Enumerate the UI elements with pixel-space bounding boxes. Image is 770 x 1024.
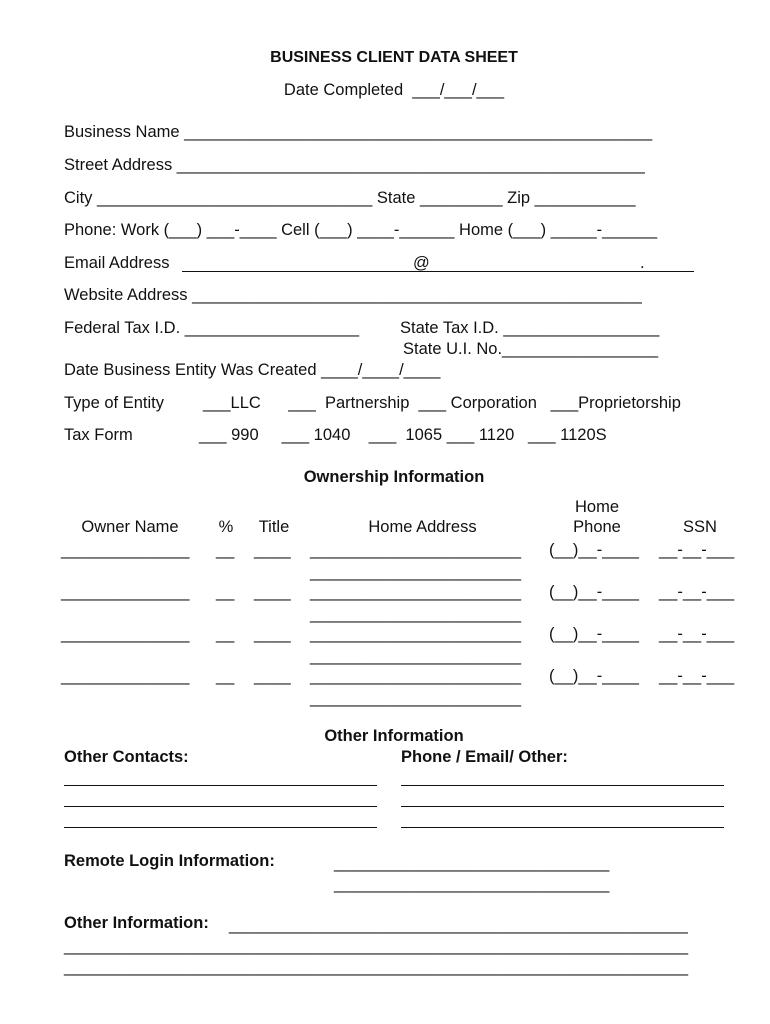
remote-login-blank[interactable]: ______________________________ <box>334 854 610 872</box>
col-home-phone-line1: Home <box>574 498 619 516</box>
owner-name-blank[interactable]: ______________ <box>61 541 190 559</box>
contact-detail-line[interactable] <box>401 785 724 786</box>
business-name-field[interactable]: Business Name ___________________________________________________ <box>64 123 653 141</box>
email-at-sign: @ <box>413 254 430 272</box>
owner-percent-blank[interactable]: __ <box>216 625 235 643</box>
state-ui-number-field[interactable]: State U.I. No._________________ <box>403 340 659 358</box>
owner-address-blank[interactable]: _______________________ <box>310 583 522 601</box>
col-home-address: Home Address <box>368 518 477 536</box>
owner-ssn-blank[interactable]: __-__-___ <box>659 583 735 601</box>
col-ssn: SSN <box>683 518 717 536</box>
street-address-field[interactable]: Street Address ___________________________________________________ <box>64 156 645 174</box>
owner-title-blank[interactable]: ____ <box>254 625 291 643</box>
owner-title-blank[interactable]: ____ <box>254 667 291 685</box>
owner-address-blank-2[interactable]: _______________________ <box>310 647 522 665</box>
remote-login-label: Remote Login Information: <box>64 852 275 870</box>
owner-address-blank-2[interactable]: _______________________ <box>310 563 522 581</box>
date-completed-field[interactable]: Date Completed ___/___/___ <box>283 81 505 99</box>
other-information-label: Other Information: <box>64 914 209 932</box>
contact-detail-line[interactable] <box>401 806 724 807</box>
owner-title-blank[interactable]: ____ <box>254 541 291 559</box>
remote-login-blank-2[interactable]: ______________________________ <box>334 875 610 893</box>
owner-percent-blank[interactable]: __ <box>216 667 235 685</box>
entity-type-options[interactable]: ___LLC ___ Partnership ___ Corporation ___Proprietorship <box>203 394 681 412</box>
phone-numbers-field[interactable]: Phone: Work (___) ___-____ Cell (___) ____-______ Home (___) _____-______ <box>64 221 658 239</box>
other-information-blank[interactable]: __________________________________________________ <box>229 916 688 934</box>
tax-form-label: Tax Form <box>64 426 133 444</box>
tax-form-options[interactable]: ___ 990 ___ 1040 ___ 1065 ___ 1120 ___ 1120S <box>199 426 607 444</box>
owner-name-blank[interactable]: ______________ <box>61 667 190 685</box>
other-contact-line[interactable] <box>64 785 377 786</box>
email-address-label: Email Address <box>64 254 170 272</box>
owner-address-blank[interactable]: _______________________ <box>310 667 522 685</box>
contact-detail-line[interactable] <box>401 827 724 828</box>
entity-type-label: Type of Entity <box>64 394 164 412</box>
col-home-phone-line2: Phone <box>573 518 621 536</box>
owner-percent-blank[interactable]: __ <box>216 583 235 601</box>
other-contact-line[interactable] <box>64 806 377 807</box>
city-state-zip-field[interactable]: City ______________________________ State _________ Zip ___________ <box>64 189 636 207</box>
col-title: Title <box>258 518 290 536</box>
phone-email-other-label: Phone / Email/ Other: <box>401 748 568 766</box>
ownership-heading: Ownership Information <box>303 468 485 486</box>
other-contacts-label: Other Contacts: <box>64 748 189 766</box>
col-percent: % <box>218 518 234 536</box>
date-entity-created-field[interactable]: Date Business Entity Was Created ____/____/____ <box>64 361 441 379</box>
other-information-line[interactable]: ____________________________________________________________________ <box>64 958 689 976</box>
owner-address-blank-2[interactable]: _______________________ <box>310 689 522 707</box>
owner-name-blank[interactable]: ______________ <box>61 625 190 643</box>
owner-ssn-blank[interactable]: __-__-___ <box>659 541 735 559</box>
owner-address-blank[interactable]: _______________________ <box>310 625 522 643</box>
other-contact-line[interactable] <box>64 827 377 828</box>
page-title: BUSINESS CLIENT DATA SHEET <box>270 49 518 66</box>
email-dot: . <box>640 254 645 272</box>
owner-address-blank[interactable]: _______________________ <box>310 541 522 559</box>
owner-phone-blank[interactable]: (__)__-____ <box>549 541 639 559</box>
owner-ssn-blank[interactable]: __-__-___ <box>659 667 735 685</box>
other-info-heading: Other Information <box>324 727 464 745</box>
state-tax-id-field[interactable]: State Tax I.D. _________________ <box>400 319 660 337</box>
owner-ssn-blank[interactable]: __-__-___ <box>659 625 735 643</box>
owner-phone-blank[interactable]: (__)__-____ <box>549 583 639 601</box>
col-owner-name: Owner Name <box>81 518 179 536</box>
federal-tax-id-field[interactable]: Federal Tax I.D. ___________________ <box>64 319 360 337</box>
website-address-field[interactable]: Website Address _________________________________________________ <box>64 286 642 304</box>
other-information-line[interactable]: ____________________________________________________________________ <box>64 937 689 955</box>
email-address-line[interactable] <box>182 271 694 272</box>
owner-phone-blank[interactable]: (__)__-____ <box>549 667 639 685</box>
owner-address-blank-2[interactable]: _______________________ <box>310 605 522 623</box>
owner-phone-blank[interactable]: (__)__-____ <box>549 625 639 643</box>
owner-name-blank[interactable]: ______________ <box>61 583 190 601</box>
owner-title-blank[interactable]: ____ <box>254 583 291 601</box>
owner-percent-blank[interactable]: __ <box>216 541 235 559</box>
